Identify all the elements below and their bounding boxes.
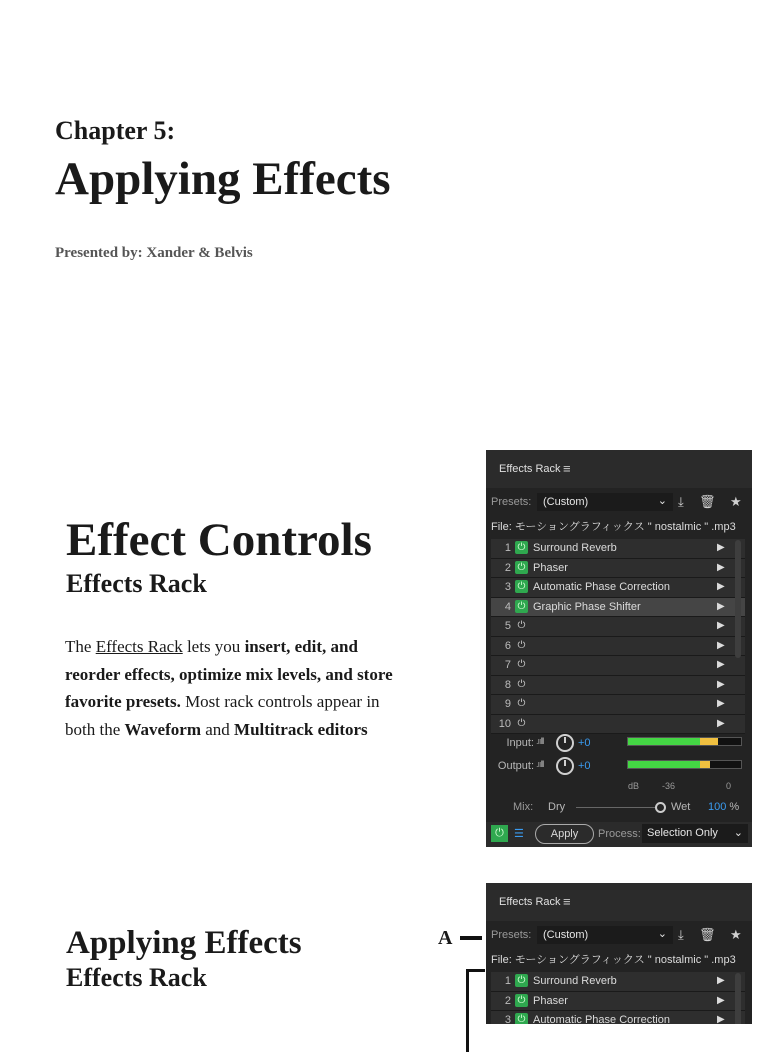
meter-scale-mid: -36 <box>662 781 676 791</box>
process-label: Process: <box>598 828 641 840</box>
slot-number: 7 <box>504 659 511 671</box>
mix-slider-track[interactable] <box>576 807 656 808</box>
effects-rack-panel-2 <box>486 883 752 1024</box>
effect-name: Surround Reverb <box>533 975 617 987</box>
trash-icon[interactable]: 🗑 <box>699 494 716 509</box>
slot-number: 8 <box>504 678 511 691</box>
save-preset-icon[interactable]: ⤓ <box>678 927 684 942</box>
effect-name: Automatic Phase Correction <box>533 1014 670 1024</box>
level-bars-icon: .ıılll <box>536 736 544 746</box>
apply-button[interactable]: Apply <box>535 824 594 844</box>
play-arrow-icon[interactable]: ▶ <box>717 678 725 690</box>
power-icon[interactable]: ⏻ <box>517 659 526 670</box>
file-name: File: モーショングラフィックス " nostalmic " .mp3 <box>491 954 736 966</box>
star-icon[interactable]: ★ <box>730 494 742 509</box>
effect-slot-7[interactable] <box>491 656 745 676</box>
section-title-applying-effects: Applying Effects <box>66 925 302 961</box>
save-preset-icon[interactable]: ⤓ <box>678 494 684 509</box>
play-arrow-icon[interactable]: ▶ <box>717 639 725 651</box>
section-title-effect-controls: Effect Controls <box>66 514 372 566</box>
chapter-label: Chapter 5: <box>55 116 176 145</box>
effect-slot-1[interactable] <box>491 972 745 992</box>
input-level-row <box>486 734 752 754</box>
master-power-icon[interactable]: ⏻ <box>491 825 508 842</box>
panel-title: Effects Rack <box>499 463 561 475</box>
power-icon[interactable]: ⏻ <box>517 717 526 729</box>
power-icon[interactable]: ⏻ <box>515 561 528 574</box>
effect-name: Surround Reverb <box>533 542 617 554</box>
slot-number: 6 <box>504 639 511 652</box>
play-arrow-icon[interactable]: ▶ <box>717 600 725 612</box>
chevron-down-icon: ⌄ <box>657 928 667 940</box>
effects-list <box>491 972 745 1024</box>
callout-bracket <box>466 969 485 1052</box>
presenter-credit: Presented by: Xander & Belvis <box>55 245 253 261</box>
panel-menu-icon[interactable]: ≡ <box>563 894 571 909</box>
effect-slot-10[interactable] <box>491 715 745 735</box>
power-icon[interactable]: ⏻ <box>517 620 526 631</box>
slot-number: 3 <box>504 1014 511 1024</box>
chapter-title: Applying Effects <box>55 153 391 205</box>
star-icon[interactable]: ★ <box>730 927 742 942</box>
section-subtitle-effects-rack-2: Effects Rack <box>66 963 207 992</box>
power-icon[interactable]: ⏻ <box>515 580 528 593</box>
mix-row <box>486 799 752 817</box>
slot-number: 5 <box>504 620 511 632</box>
wet-label: Wet <box>671 801 691 813</box>
dry-label: Dry <box>548 801 566 813</box>
presets-label: Presets: <box>491 496 532 508</box>
effect-slot-6[interactable] <box>491 637 745 657</box>
slot-number: 2 <box>504 561 511 574</box>
presets-bar <box>491 926 749 944</box>
play-arrow-icon[interactable]: ▶ <box>717 659 725 670</box>
play-arrow-icon[interactable]: ▶ <box>717 581 725 592</box>
power-icon[interactable]: ⏻ <box>515 1013 528 1024</box>
play-arrow-icon[interactable]: ▶ <box>717 542 725 553</box>
meter-scale-db: dB <box>628 781 640 791</box>
effect-slot-5[interactable] <box>491 617 745 637</box>
trash-icon[interactable]: 🗑 <box>699 927 716 942</box>
effect-name: Graphic Phase Shifter <box>533 600 641 613</box>
effect-name: Phaser <box>533 561 568 574</box>
play-arrow-icon[interactable]: ▶ <box>717 620 725 631</box>
mix-slider-handle[interactable] <box>655 802 666 813</box>
effect-slot-2[interactable] <box>491 992 745 1012</box>
chevron-down-icon: ⌄ <box>657 495 667 507</box>
play-arrow-icon[interactable]: ▶ <box>717 561 725 573</box>
effects-list-scrollbar[interactable] <box>735 540 741 658</box>
play-arrow-icon[interactable]: ▶ <box>717 994 725 1006</box>
level-bars-icon: .ıılll <box>536 759 544 769</box>
effect-slot-3[interactable] <box>491 578 745 598</box>
panel-header <box>486 450 752 488</box>
play-arrow-icon[interactable]: ▶ <box>717 698 725 709</box>
play-arrow-icon[interactable]: ▶ <box>717 1014 725 1024</box>
output-meter <box>627 760 742 769</box>
slot-number: 3 <box>504 581 511 593</box>
callout-a-line <box>460 936 482 940</box>
panel-header <box>486 883 752 921</box>
panel-footer <box>486 822 752 847</box>
meter-scale-zero: 0 <box>726 781 732 791</box>
input-knob[interactable] <box>556 734 574 752</box>
power-icon[interactable]: ⏻ <box>517 698 526 709</box>
slot-number: 9 <box>504 698 511 710</box>
play-arrow-icon[interactable]: ▶ <box>717 717 725 729</box>
effect-slot-2[interactable] <box>491 559 745 579</box>
input-meter <box>627 737 742 746</box>
list-icon[interactable]: ☰ <box>514 828 524 840</box>
output-knob[interactable] <box>556 757 574 775</box>
input-label: Input: <box>506 737 534 749</box>
power-icon[interactable]: ⏻ <box>515 600 528 613</box>
effect-name: Phaser <box>533 994 568 1007</box>
presets-label: Presets: <box>491 929 532 941</box>
output-value[interactable]: +0 <box>578 760 591 772</box>
slot-number: 1 <box>504 975 511 987</box>
effects-rack-link[interactable]: Effects Rack <box>95 637 183 656</box>
callout-a-label: A <box>438 927 453 949</box>
power-icon[interactable]: ⏻ <box>515 994 528 1007</box>
slot-number: 1 <box>504 542 511 554</box>
effects-list-scrollbar[interactable] <box>735 973 741 1024</box>
output-level-row <box>486 757 752 777</box>
effect-slot-3[interactable] <box>491 1011 745 1024</box>
power-icon[interactable]: ⏻ <box>517 639 526 651</box>
presets-dropdown[interactable]: (Custom) ⌄ <box>537 926 673 944</box>
power-icon[interactable]: ⏻ <box>515 974 528 987</box>
input-value[interactable]: +0 <box>578 737 591 749</box>
slot-number: 10 <box>498 717 511 730</box>
effects-rack-panel <box>486 450 752 847</box>
power-icon[interactable]: ⏻ <box>515 541 528 554</box>
effect-slot-4[interactable] <box>491 598 745 618</box>
power-icon[interactable]: ⏻ <box>517 678 526 690</box>
panel-menu-icon[interactable]: ≡ <box>563 461 571 476</box>
presets-dropdown[interactable]: (Custom) ⌄ <box>537 493 673 511</box>
output-label: Output: <box>497 760 534 772</box>
slot-number: 4 <box>504 600 511 613</box>
file-name: File: モーショングラフィックス " nostalmic " .mp3 <box>491 521 736 533</box>
panel-title: Effects Rack <box>499 896 561 908</box>
section-subtitle-effects-rack: Effects Rack <box>66 569 207 598</box>
slot-number: 2 <box>504 994 511 1007</box>
effects-rack-description: The Effects Rack lets you insert, edit, and reorder effects, optimize mix levels, and store favorite presets. Most rack controls appear in both the Waveform and Multitrack editors <box>65 637 393 739</box>
play-arrow-icon[interactable]: ▶ <box>717 975 725 986</box>
effect-slot-1[interactable] <box>491 539 745 559</box>
effects-list <box>491 539 745 734</box>
effect-slot-9[interactable] <box>491 695 745 715</box>
effect-name: Automatic Phase Correction <box>533 581 670 593</box>
process-dropdown[interactable]: Selection Only ⌄ <box>642 824 748 843</box>
wet-value[interactable]: 100 % <box>708 801 740 813</box>
presets-bar <box>491 493 749 511</box>
mix-label: Mix: <box>513 801 534 813</box>
effect-slot-8[interactable] <box>491 676 745 696</box>
chevron-down-icon: ⌄ <box>733 827 743 839</box>
